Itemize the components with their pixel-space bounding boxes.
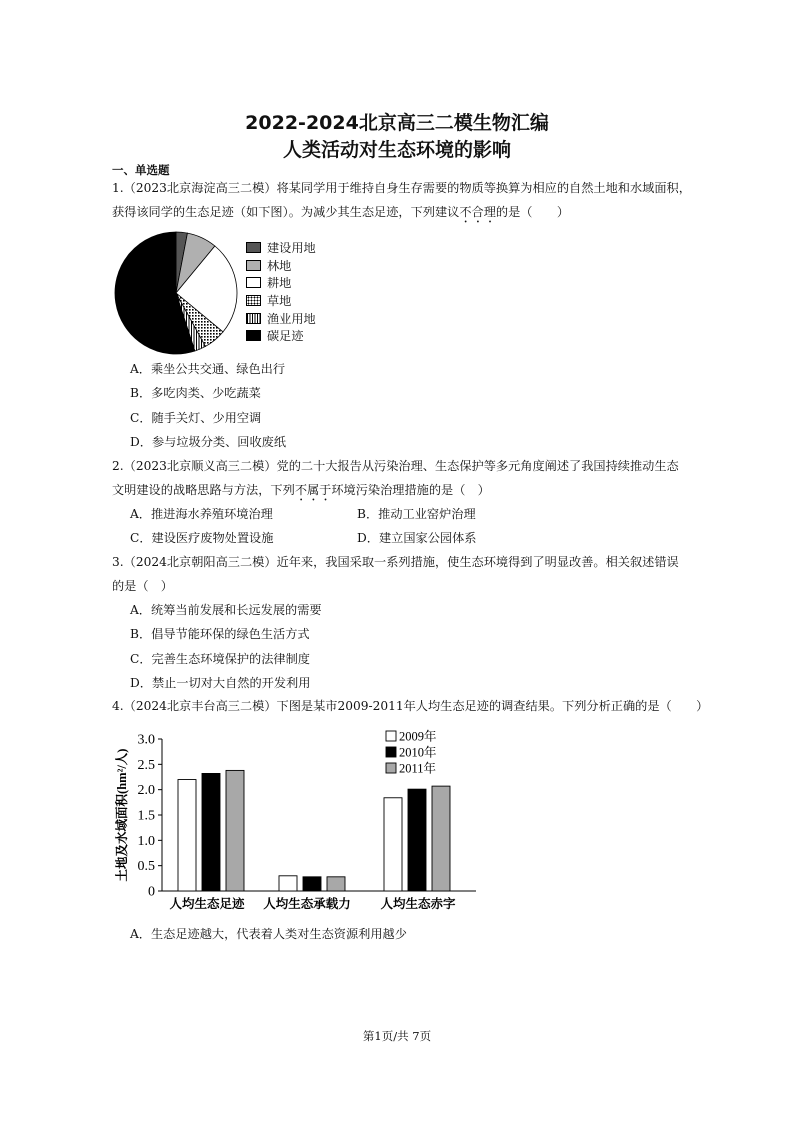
q2-option-d: D．建立国家公园体系 xyxy=(357,531,477,545)
q4-stem: 4.（2024北京丰台高三二模）下图是某市2009-2011年人均生态足迹的调查结果。下列分析正确的是（ ） xyxy=(112,699,709,713)
y-tick-label: 2.5 xyxy=(137,757,155,773)
legend-swatch-forest xyxy=(246,260,261,271)
doc-title: 2022-2024北京高三二模生物汇编 xyxy=(245,112,549,134)
q1-stem-line2: 获得该同学的生态足迹（如下图）。为减少其生态足迹，下列建议不合理的是（ ） xyxy=(112,205,570,219)
legend-swatch xyxy=(386,747,396,757)
section-label: 一、单选题 xyxy=(112,163,170,177)
q4-option-a: A．生态足迹越大，代表着人类对生态资源利用越少 xyxy=(130,927,407,941)
bar-2-1 xyxy=(279,876,297,891)
x-category-label: 人均生态足迹 xyxy=(169,897,245,911)
pie-chart xyxy=(111,228,241,358)
x-category-label: 人均生态承载力 xyxy=(263,897,351,911)
q1-option-d: D．参与垃圾分类、回收废纸 xyxy=(130,435,287,449)
y-axis-label: 土地及水域面积(hm²/人) xyxy=(115,748,129,882)
q1-option-b: B．多吃肉类、少吃蔬菜 xyxy=(130,386,261,400)
q3-stem-line2: 的是（ ） xyxy=(112,579,173,593)
legend-swatch xyxy=(386,731,396,741)
pie-legend xyxy=(246,239,316,345)
legend-item-forest: 林地 xyxy=(246,257,316,275)
q2-stem-line1: 2.（2023北京顺义高三二模）党的二十大报告从污染治理、生态保护等多元角度阐述了我国持续推动生态 xyxy=(112,459,679,473)
legend-swatch-carbon xyxy=(246,330,261,341)
y-tick-label: 1.5 xyxy=(137,808,155,824)
legend-item-fishery: 渔业用地 xyxy=(246,309,316,327)
y-tick-label: 1.0 xyxy=(137,833,155,849)
legend-swatch-cropland xyxy=(246,277,261,288)
bar-1-2 xyxy=(202,773,220,891)
legend-label: 2009年 xyxy=(399,729,437,744)
bar-1-3 xyxy=(226,770,244,891)
q2-option-b: B．推动工业窑炉治理 xyxy=(357,507,476,521)
y-tick-label: 0 xyxy=(148,884,155,900)
y-tick-label: 0.5 xyxy=(137,859,155,875)
q3-option-a: A．统筹当前发展和长远发展的需要 xyxy=(130,603,322,617)
q1-option-a: A．乘坐公共交通、绿色出行 xyxy=(130,362,286,376)
legend-swatch-fishery xyxy=(246,313,261,324)
bar-chart xyxy=(110,725,480,915)
legend-swatch xyxy=(386,763,396,773)
bar-3-3 xyxy=(432,786,450,891)
legend-item-grassland: 草地 xyxy=(246,292,316,310)
bar-2-2 xyxy=(303,877,321,891)
q3-option-d: D．禁止一切对大自然的开发利用 xyxy=(130,676,311,690)
q3-stem-line1: 3.（2024北京朝阳高三二模）近年来，我国采取一系列措施，使生态环境得到了明显改善。相关叙述错误 xyxy=(112,555,679,569)
q2-option-a: A．推进海水养殖环境治理 xyxy=(130,507,273,521)
page-footer: 第1页/共 7页 xyxy=(362,1029,432,1043)
q1-stem-line1: 1.（2023北京海淀高三二模）将某同学用于维持自身生存需要的物质等换算为相应的自然土地和水域面积， xyxy=(112,181,691,195)
q2-stem-line2: 文明建设的战略思路与方法，下列不属于环境污染治理措施的是（ ） xyxy=(112,483,490,497)
bar-3-2 xyxy=(408,789,426,891)
legend-item-construction: 建设用地 xyxy=(246,239,316,257)
q3-option-b: B．倡导节能环保的绿色生活方式 xyxy=(130,627,310,641)
bar-1-1 xyxy=(178,780,196,891)
q1-option-c: C．随手关灯、少用空调 xyxy=(130,411,262,425)
bar-3-1 xyxy=(384,798,402,891)
q3-option-c: C．完善生态环境保护的法律制度 xyxy=(130,652,310,666)
legend-swatch-grassland xyxy=(246,295,261,306)
q2-option-c: C．建设医疗废物处置设施 xyxy=(130,531,274,545)
y-tick-label: 2.0 xyxy=(137,783,155,799)
legend-swatch-construction xyxy=(246,242,261,253)
x-category-label: 人均生态赤字 xyxy=(380,897,456,911)
bar-2-3 xyxy=(327,877,345,891)
legend-label: 2011年 xyxy=(399,761,437,776)
y-tick-label: 3.0 xyxy=(137,732,155,748)
legend-item-carbon: 碳足迹 xyxy=(246,327,316,345)
doc-subtitle: 人类活动对生态环境的影响 xyxy=(282,139,511,161)
legend-item-cropland: 耕地 xyxy=(246,274,316,292)
legend-label: 2010年 xyxy=(399,745,437,760)
